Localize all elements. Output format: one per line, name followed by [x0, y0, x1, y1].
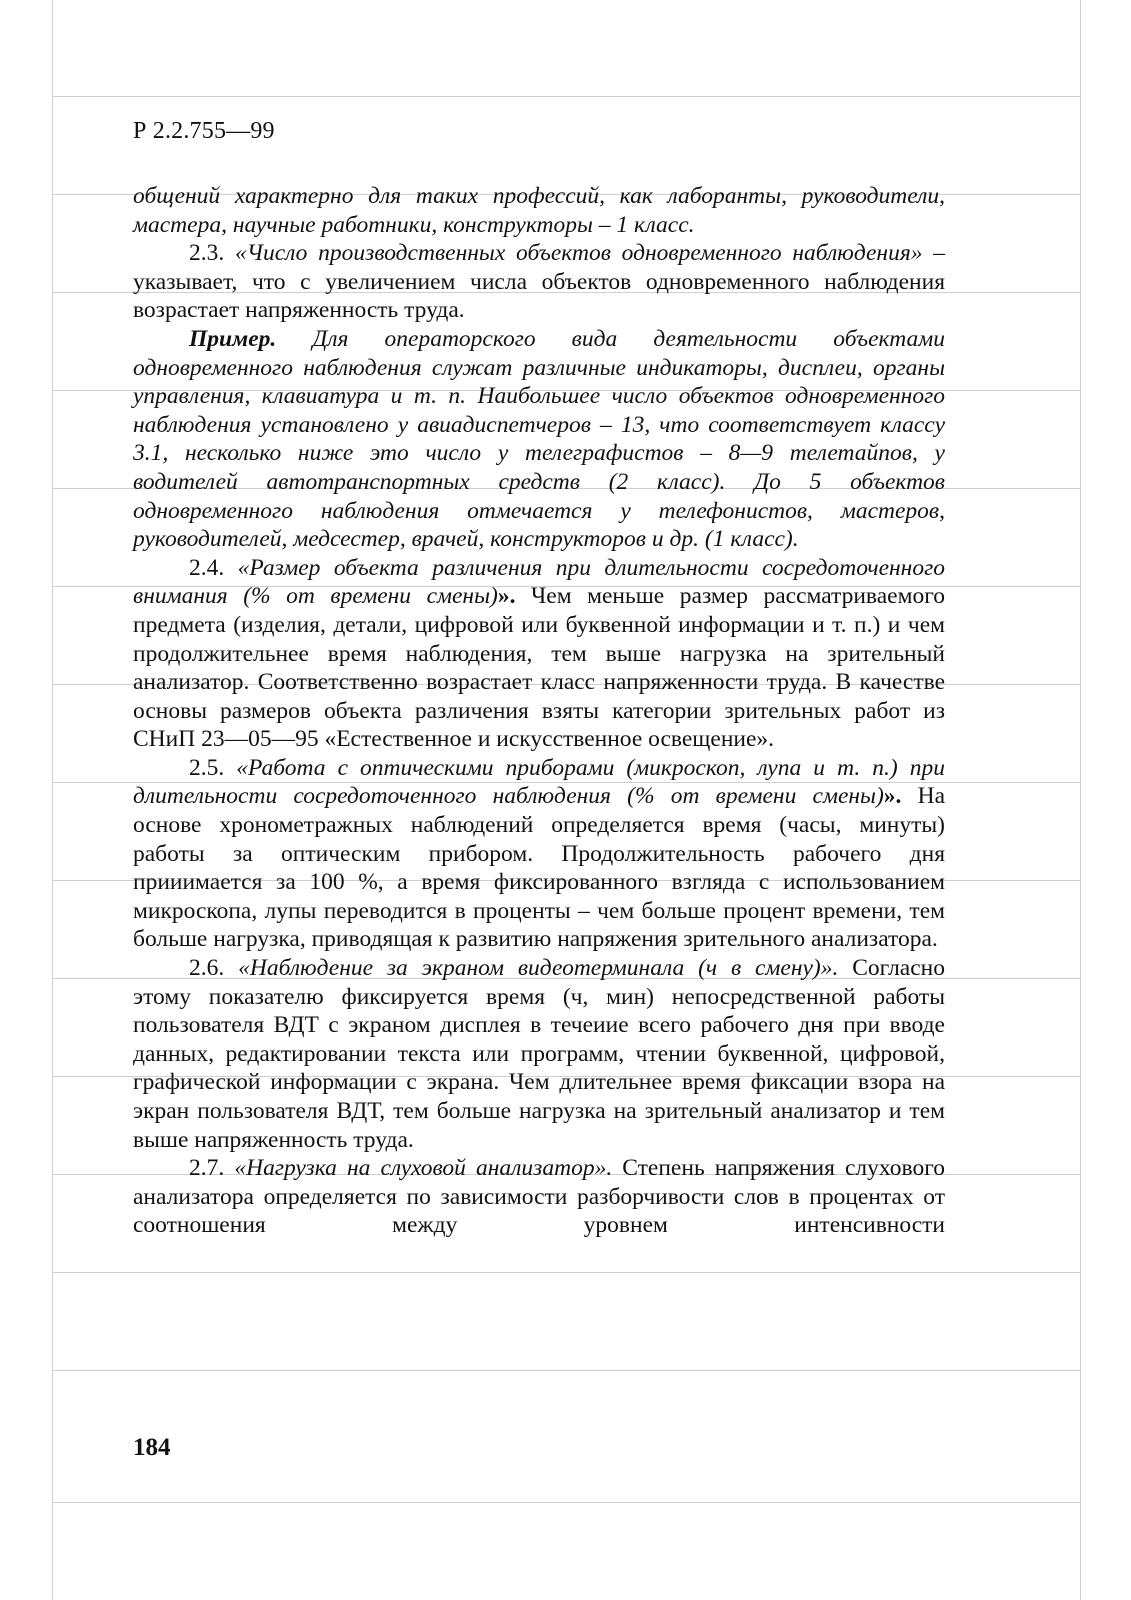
item-body: Степень напряжения слухового анализатора определяется по зависимости разборчивости слов в процентах от соотношения между уровнем интенсивности [133, 1155, 945, 1239]
document-code: Р 2.2.755—99 [133, 118, 275, 144]
paragraph-2-4 [133, 554, 945, 754]
paragraph-2-7 [133, 1154, 945, 1240]
intro-text: общений характерно для таких профессий, как лаборанты, руководители, мастера, научные работники, конструкторы – 1 класс. [133, 183, 945, 238]
scan-line [52, 1272, 1080, 1273]
item-number: 2.4. [189, 554, 238, 581]
item-title: «Нагрузка на слуховой анализатор». [234, 1155, 613, 1182]
paragraph-2-6 [133, 954, 945, 1154]
example-body: Для операторского вида деятельности объектами одновременного наблюдения служат различные индикаторы, дисплеи, органы управления, клавиатура и т. п. Наибольшее число объектов одновременного наблюдения установлено у авиадиспетчеров – 13, что соответствует классу 3.1, несколько ниже это число у телеграфистов – 8—9 телетайпов, у водителей автотранспортных средств (2 класс). До 5 объектов одновременного наблюдения отмечается у телефонистов, мастеров, руководителей, медсестер, врачей, конструкторов и др. (1 класс). [133, 325, 945, 553]
example-label: Пример. [189, 325, 277, 352]
item-body: Согласно этому показателю фиксируется время (ч, мин) непосредственной работы пользователя ВДТ с экраном дисплея в течеиие всего рабочего дня при вводе данных, редактировании текста или программ, чтении буквенной, цифровой, графической информации с экрана. Чем длительнее время фиксации взора на экран пользователя ВДТ, тем больше нагрузка на зрительный анализатор и тем выше напряженность труда. [133, 955, 945, 1153]
paragraph-intro [133, 182, 945, 239]
page-number: 184 [133, 1434, 171, 1461]
item-title: «Число производственных объектов одновременного наблюдения» [235, 240, 923, 267]
item-title: «Наблюдение за экраном видеотерминала (ч в смену)». [238, 955, 839, 982]
item-number: 2.3. [189, 240, 236, 267]
item-body: – указывает, что с увеличением числа объектов одновременного наблюдения возрастает напряженность труда. [133, 240, 946, 324]
document-body [133, 182, 945, 1240]
item-body: Чем меньше размер рассматриваемого предмета (изделия, детали, цифровой или буквенной информации и т. п.) и чем продолжительнее время наблюдения, тем выше нагрузка на зрительный анализатор. Соответственно возрастает класс напряженности труда. В качестве основы размеров объекта различения взяты категории зрительных работ из СНиП 23—05—95 «Естественное и искусственное освещение». [133, 583, 946, 753]
scan-line [52, 1502, 1080, 1503]
item-title: «Размер объекта различения при длительности сосредоточенного внимания (% от времени смены) [133, 554, 945, 610]
item-title-end: ». [883, 783, 902, 810]
item-title: «Работа с оптическими приборами (микроскоп, лупа и т. п.) при длительности сосредоточенного наблюдения (% от времени смены) [133, 754, 945, 810]
paragraph-2-5 [133, 754, 945, 954]
paragraph-2-3 [133, 239, 945, 325]
scan-line [52, 1370, 1080, 1371]
item-title-end: ». [497, 583, 516, 610]
paragraph-example [133, 325, 945, 554]
item-number: 2.6. [189, 955, 239, 982]
item-number: 2.5. [189, 754, 237, 781]
item-body: На основе хронометражных наблюдений определяется время (часы, минуты) работы за оптическим прибором. Продолжительность рабочего дня прииимается за 100 %, а время фиксированного взгляда с использованием микроскопа, лупы переводится в проценты – чем больше процент времени, тем больше нагрузка, приводящая к развитию напряжения зрительного анализатора. [133, 783, 946, 953]
item-number: 2.7. [189, 1155, 235, 1182]
scan-line [52, 96, 1080, 97]
